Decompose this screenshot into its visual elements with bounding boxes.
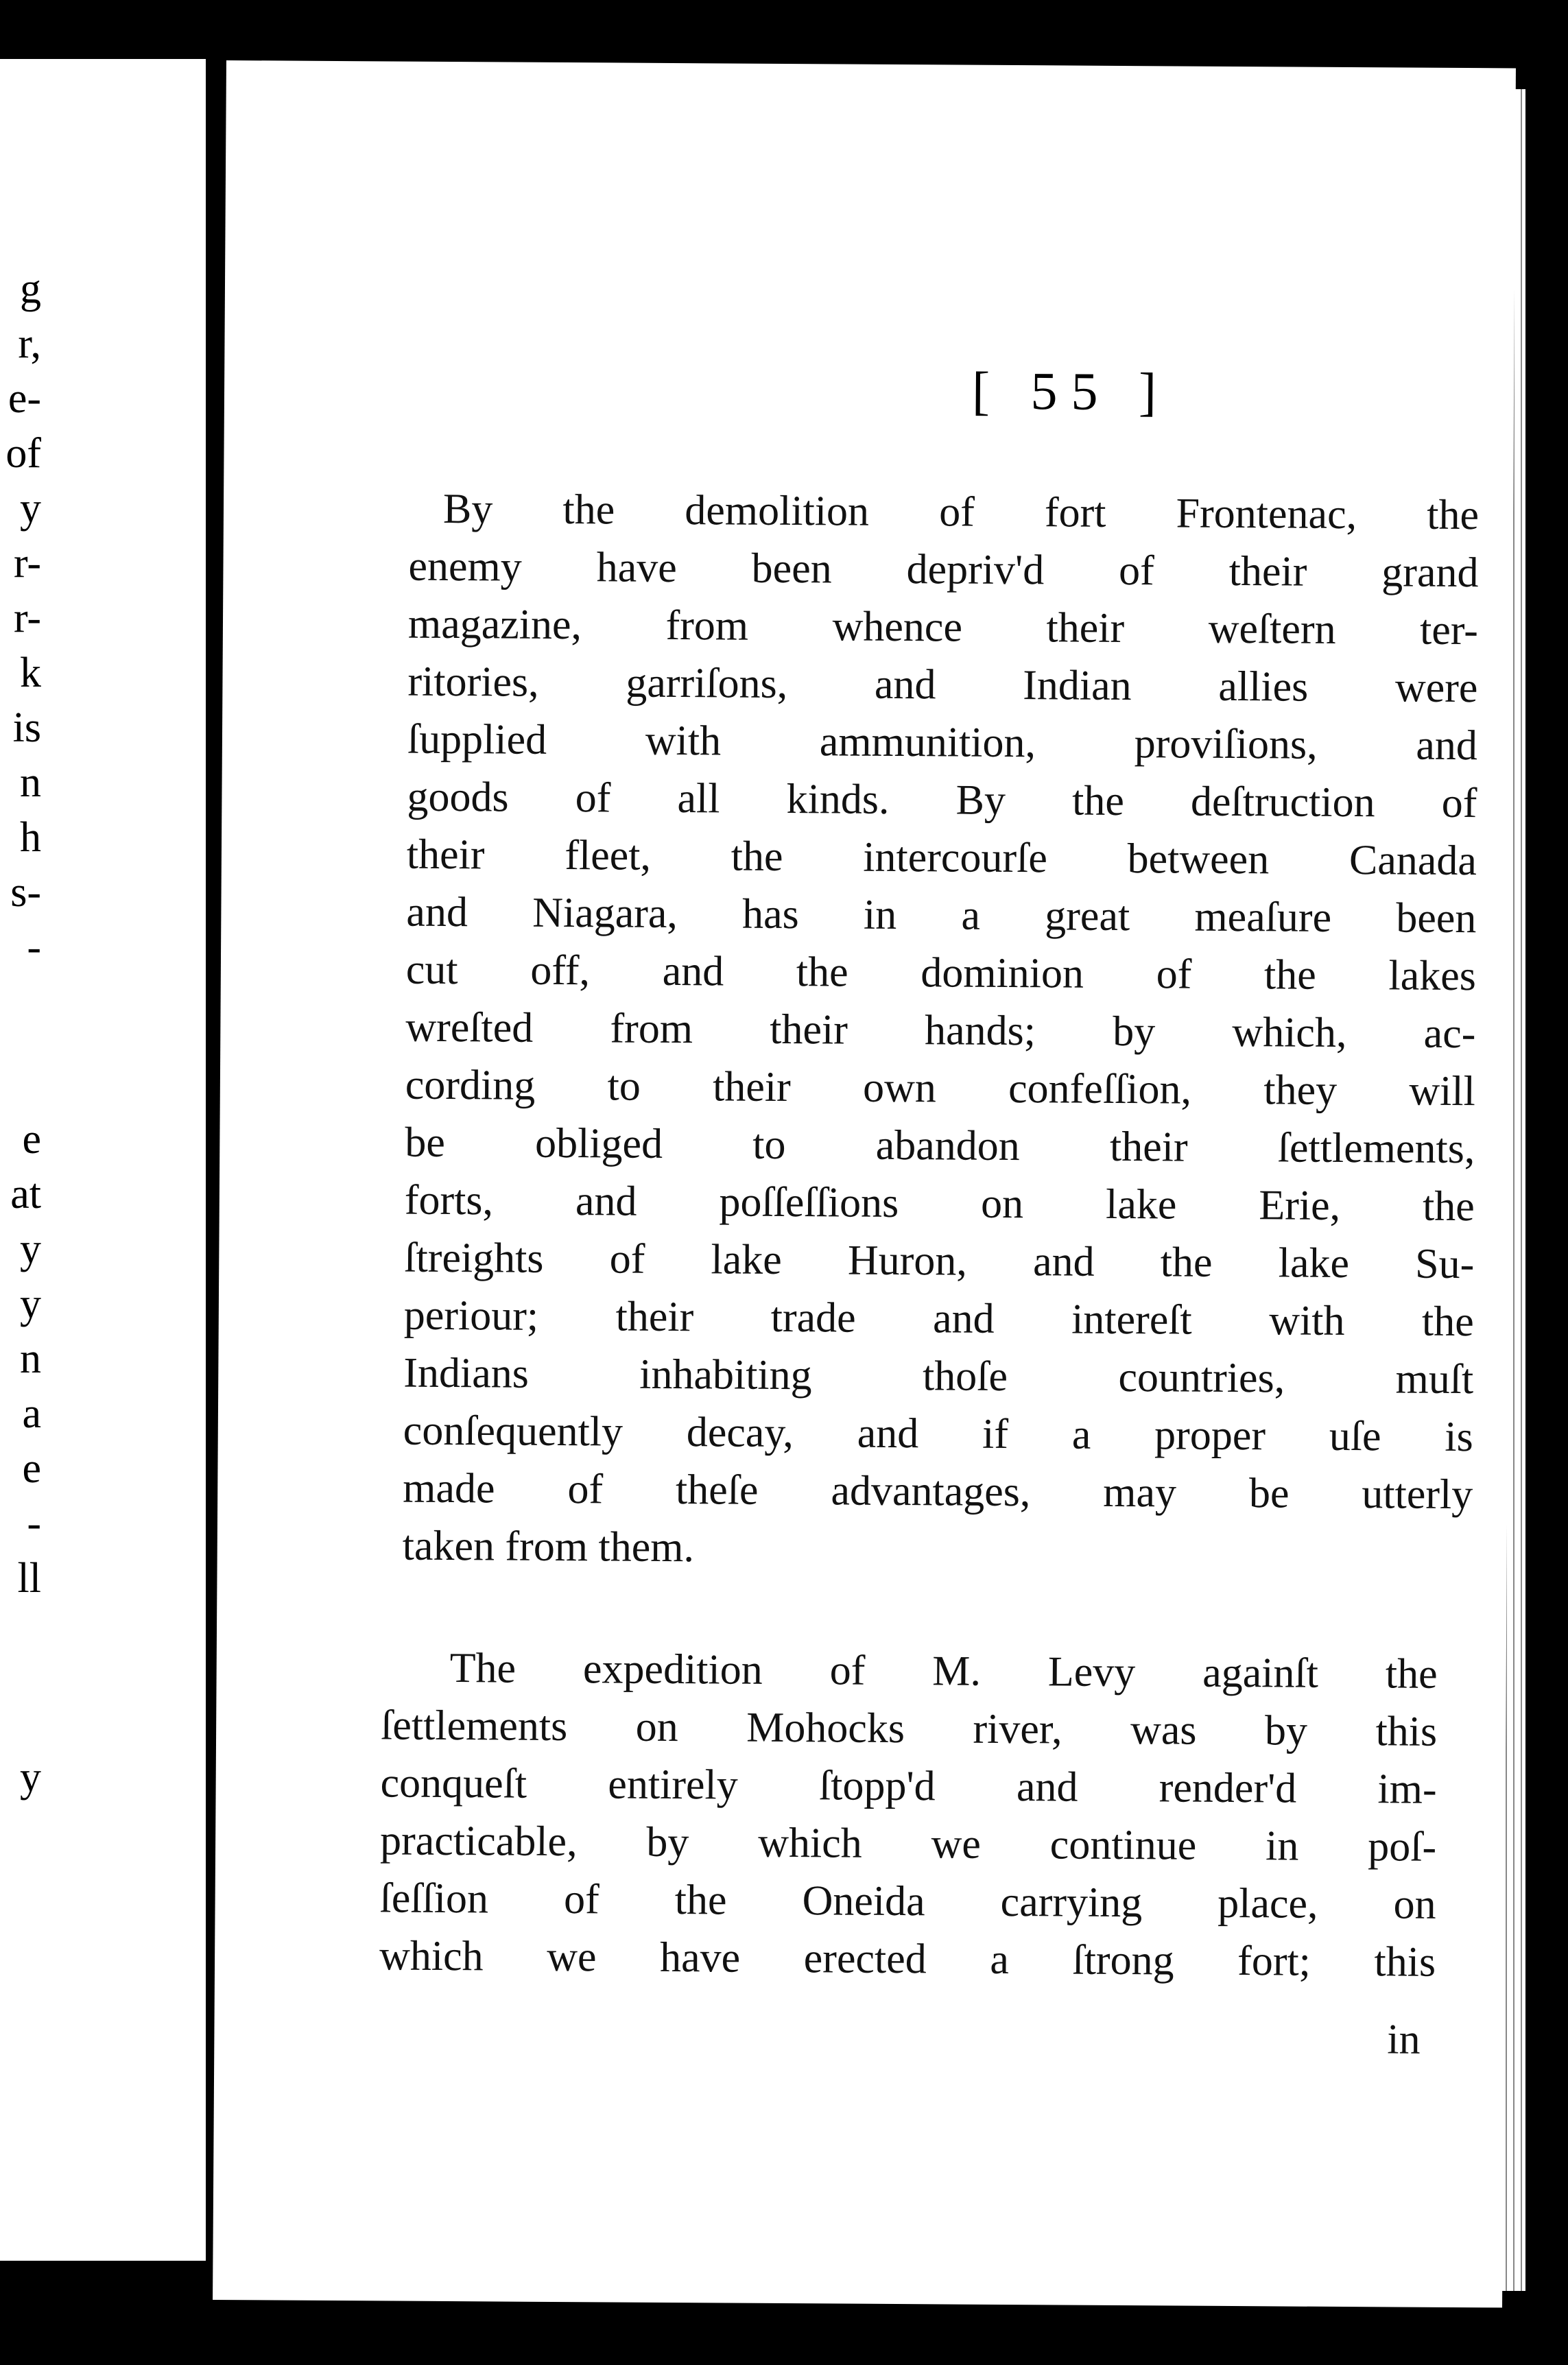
text-line: By the demolition of fort Frontenac, the [442,485,1480,539]
left-page-fragment: r- [13,540,41,586]
text-line: ſettlements on Mohocks river, was by this [380,1702,1438,1755]
text-line: taken from them. [402,1522,695,1571]
left-page-fragment: n [20,1335,41,1382]
left-page-fragment: g [20,265,41,312]
text-line: practicable, by which we continue in poſ- [379,1817,1437,1870]
catchword: in [1387,2016,1421,2063]
left-page-fragment: ll [17,1555,41,1602]
paragraph-1 [403,480,1480,1581]
text-line: conſequently decay, and if a proper uſe is [403,1407,1473,1461]
left-page-fragment: at [10,1171,41,1217]
left-page-fragment: a [22,1390,41,1437]
left-page-fragment: n [20,759,41,806]
right-page [213,60,1516,2307]
text-line: Indians inhabiting thoſe countries, muſt [403,1349,1474,1403]
text-line: magazine, from whence their weſtern ter- [407,600,1479,654]
text-line: made of theſe advantages, may be utterly [403,1464,1473,1519]
left-page-fragment: - [27,1500,41,1547]
left-page-fragment: y [20,1226,41,1272]
paragraph-2 [379,1639,1438,1990]
text-line: periour; their trade and intereſt with the [403,1292,1475,1346]
text-line: their fleet, the intercourſe between Canada [406,831,1477,885]
text-line: ſtreights of lake Huron, and the lake Su- [404,1234,1475,1288]
left-page-fragment: r, [18,320,41,367]
text-line: conqueſt entirely ſtopp'd and render'd im- [380,1759,1437,1813]
left-page-fragment: s- [10,869,41,916]
text-line: goods of all kinds. By the deſtruction of [407,773,1477,827]
left-page-fragment: y [20,1281,41,1327]
left-page-fragment: h [20,814,41,861]
left-page-fragment: e- [8,375,41,422]
left-page-fragment: k [20,650,41,696]
left-page-fragment: - [27,924,41,971]
text-line: cording to their own confeſſion, they will [405,1061,1476,1115]
left-page-fragment: is [12,704,41,751]
text-line: forts, and poſſeſſions on lake Erie, the [404,1176,1475,1231]
text-line: be obliged to abandon their ſettlements, [405,1119,1475,1173]
text-line: ritories, garriſons, and Indian allies were [407,658,1478,712]
text-line: cut off, and the dominion of the lakes [405,946,1477,1000]
left-page-fragment: y [20,485,41,532]
left-page-fragment: e [22,1445,41,1492]
text-line: wreſted from their hands; by which, ac- [405,1003,1476,1058]
text-line: ſeſſion of the Oneida carrying place, on [379,1875,1436,1928]
text-line: and Niagara, has in a great meaſure been [406,888,1477,942]
text-line: which we have erected a ſtrong fort; this [379,1932,1436,1986]
text-line: ſupplied with ammunition, proviſions, and [407,715,1478,770]
text-line: enemy have been depriv'd of their grand [408,543,1479,597]
left-page-fragment: of [5,430,41,477]
text-line: The expedition of M. Levy againſt the [449,1645,1438,1698]
left-page-fragment: e [22,1116,41,1163]
left-page-fragment: y [20,1754,41,1801]
left-page-fragment: r- [13,595,41,641]
page-number: [ 55 ] [971,360,1171,422]
